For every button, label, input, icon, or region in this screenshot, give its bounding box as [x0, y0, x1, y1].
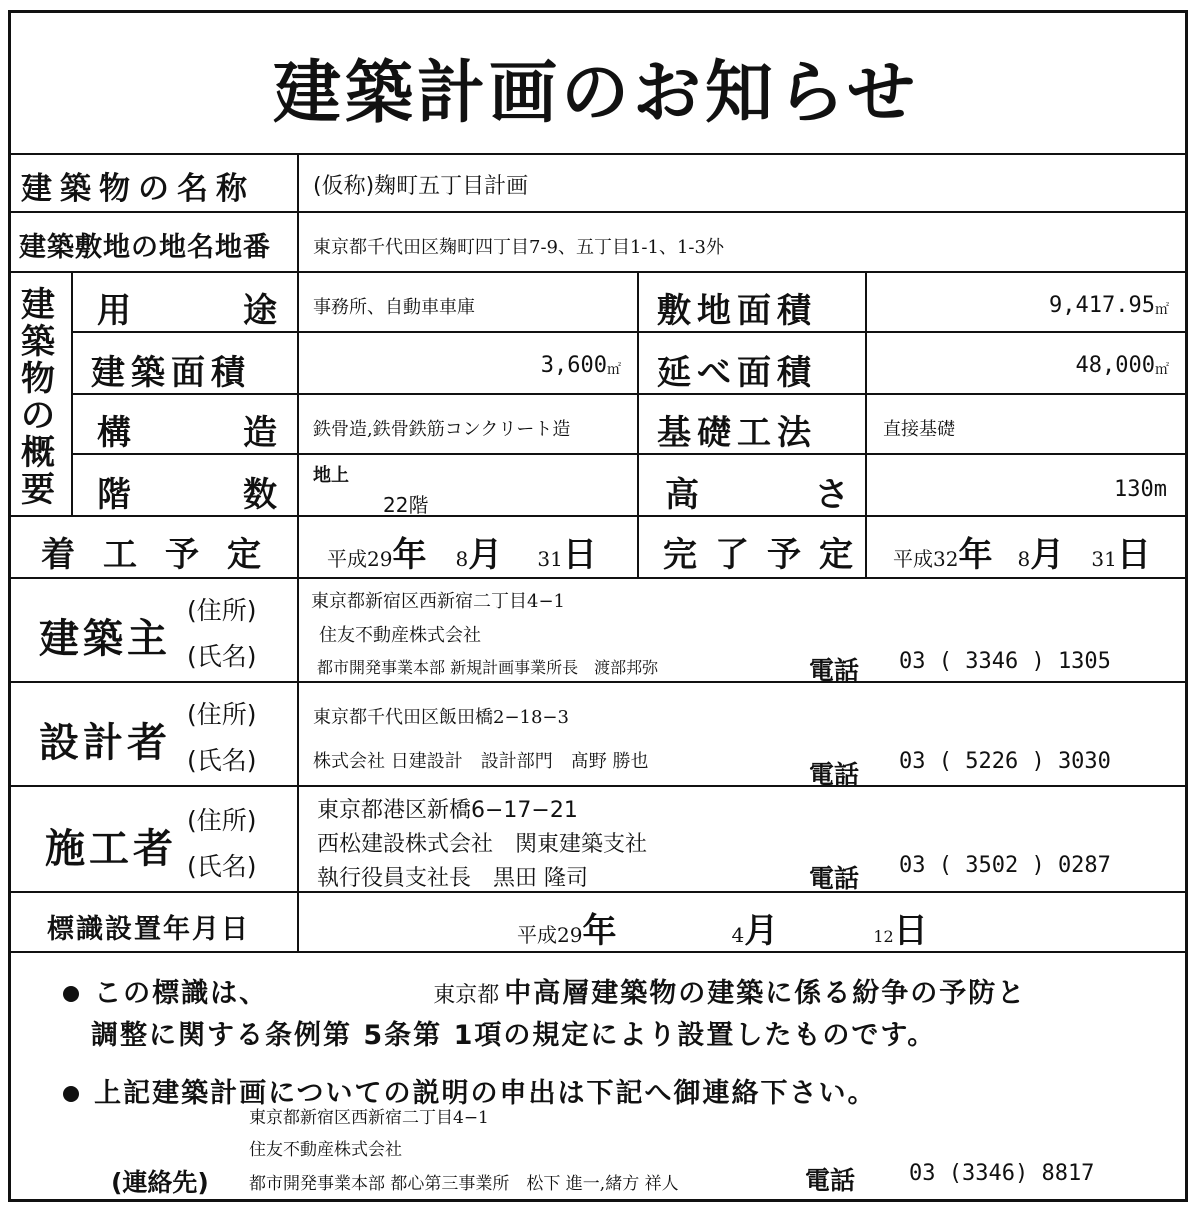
contractor-name-label: (氏名) [187, 852, 257, 881]
floors-label-a: 階 [97, 475, 137, 515]
title-cell [11, 13, 1185, 155]
designer-name-label: (氏名) [187, 746, 257, 775]
use-label-cell [73, 273, 299, 333]
name-value-cell [299, 155, 1185, 213]
designer-value-cell [299, 683, 1185, 787]
height-value-cell [867, 455, 1185, 517]
designer-label: 設計者 [39, 720, 171, 766]
designer-tel-label: 電話 [809, 760, 860, 789]
foundation-value: 直接基礎 [883, 419, 955, 440]
finish-date: 平成32年 8月 31日 [893, 535, 1151, 575]
posted-value-cell [299, 893, 1185, 953]
floor-area-label: 延べ面積 [657, 353, 817, 393]
structure-label-b: 造 [243, 413, 283, 453]
designer-address-label: (住所) [187, 700, 257, 729]
foundation-label: 基礎工法 [657, 413, 817, 453]
contractor-label: 施工者 [45, 826, 177, 872]
start-value-cell [299, 517, 639, 579]
contractor-address-label: (住所) [187, 806, 257, 835]
finish-label: 完了予定 [663, 535, 871, 575]
site-area-value-cell [867, 273, 1185, 333]
contractor-tel: 03 ( 3502 ) 0287 [899, 853, 1111, 878]
owner-address-label: (住所) [187, 596, 257, 625]
site-value-cell [299, 213, 1185, 273]
name-label-cell [11, 155, 299, 213]
floor-area-value-cell [867, 333, 1185, 395]
site-area-value: 9,417.95㎡ [1049, 293, 1169, 318]
height-label-b: さ [815, 475, 855, 515]
use-label-a: 用 [97, 291, 137, 331]
structure-value: 鉄骨造,鉄骨鉄筋コンクリート造 [313, 419, 571, 440]
owner-address: 東京都新宿区西新宿二丁目4−1 [311, 591, 565, 612]
contact-company: 住友不動産株式会社 [249, 1140, 402, 1160]
sqm-unit: ㎡ [1155, 362, 1169, 378]
owner-person: 都市開発事業本部 新規計画事業所長 渡部邦弥 [317, 658, 659, 677]
foundation-value-cell [867, 395, 1185, 455]
building-area-value-cell [299, 333, 639, 395]
structure-label-cell [73, 395, 299, 455]
designer-tel: 03 ( 5226 ) 3030 [899, 749, 1111, 774]
page-title: 建築計画のお知らせ [273, 54, 919, 133]
bullet-icon [63, 1086, 79, 1102]
floors-value-b: 22階 [383, 493, 429, 517]
building-area-label: 建築面積 [91, 353, 251, 393]
designer-address: 東京都千代田区飯田橋2−18−3 [313, 707, 569, 728]
owner-tel-label: 電話 [809, 656, 860, 685]
start-label: 着工予定 [41, 535, 289, 575]
owner-value-cell [299, 579, 1185, 683]
site-value: 東京都千代田区麹町四丁目7-9、五丁目1-1、1-3外 [313, 237, 724, 258]
height-value: 130m [1114, 477, 1167, 502]
contact-person: 都市開発事業本部 都心第三事業所 松下 進一,緒方 祥人 [249, 1174, 679, 1194]
use-value-cell [299, 273, 639, 333]
bullet-icon [63, 986, 79, 1002]
contact-label: (連絡先) [111, 1168, 209, 1197]
sqm-unit: ㎡ [1155, 302, 1169, 318]
notice-1-line-2: 調整に関する条例第 5条第 1項の規定により設置したものです。 [91, 1020, 937, 1051]
contractor-person: 執行役員支社長 黒田 隆司 [317, 866, 588, 891]
foundation-label-cell [639, 395, 867, 455]
posted-label: 標識設置年月日 [47, 914, 250, 945]
height-label-cell [639, 455, 867, 517]
posted-date: 平成29年 4月 12日 [517, 911, 928, 951]
overview-side-label: 建築物の概要 [21, 285, 55, 510]
use-label-b: 途 [243, 291, 283, 331]
notice-1-line-1: この標識は、 東京都 中高層建築物の建築に係る紛争の予防と [63, 971, 1026, 1010]
floors-label-cell [73, 455, 299, 517]
floors-value-a: 地上 [313, 465, 349, 486]
building-name-label: 建築物の名称 [21, 171, 255, 207]
use-value: 事務所、自動車車庫 [313, 297, 475, 318]
height-label-a: 高 [665, 475, 705, 515]
site-area-label-cell [639, 273, 867, 333]
contractor-label-cell [11, 787, 299, 893]
finish-label-cell [639, 517, 871, 579]
structure-label-a: 構 [97, 413, 137, 453]
owner-label: 建築主 [39, 616, 171, 662]
floors-value-cell [299, 455, 639, 517]
contact-tel: 03 (3346) 8817 [909, 1161, 1095, 1186]
contractor-company: 西松建設株式会社 関東建築支社 [317, 832, 648, 857]
designer-label-cell [11, 683, 299, 787]
floor-area-value: 48,000㎡ [1075, 353, 1169, 378]
site-label: 建築敷地の地名地番 [19, 232, 271, 263]
building-name-value: (仮称)麹町五丁目計画 [313, 174, 529, 199]
owner-tel: 03 ( 3346 ) 1305 [899, 649, 1111, 674]
site-label-cell [11, 213, 299, 273]
finish-value-cell [867, 517, 1185, 579]
structure-value-cell [299, 395, 639, 455]
site-area-label: 敷地面積 [657, 291, 817, 331]
owner-name-label: (氏名) [187, 642, 257, 671]
contractor-value-cell [299, 787, 1185, 893]
contact-address: 東京都新宿区西新宿二丁目4−1 [249, 1108, 489, 1128]
contractor-address: 東京都港区新橋6−17−21 [317, 798, 578, 823]
owner-label-cell [11, 579, 299, 683]
overview-side-cell [11, 273, 73, 517]
building-area-value: 3,600㎡ [540, 353, 621, 378]
start-date: 平成29年 8月 31日 [327, 535, 597, 575]
floors-label-b: 数 [243, 475, 283, 515]
notice-board [8, 10, 1188, 1202]
posted-label-cell [11, 893, 299, 953]
sqm-unit: ㎡ [607, 362, 621, 378]
notice-2: 上記建築計画についての説明の申出は下記へ御連絡下さい。 [63, 1071, 877, 1110]
start-label-cell [11, 517, 299, 579]
designer-person: 株式会社 日建設計 設計部門 髙野 勝也 [313, 751, 649, 772]
floor-area-label-cell [639, 333, 867, 395]
owner-company: 住友不動産株式会社 [319, 625, 481, 646]
contractor-tel-label: 電話 [809, 864, 860, 893]
building-area-label-cell [73, 333, 299, 395]
contact-tel-label: 電話 [805, 1166, 856, 1195]
